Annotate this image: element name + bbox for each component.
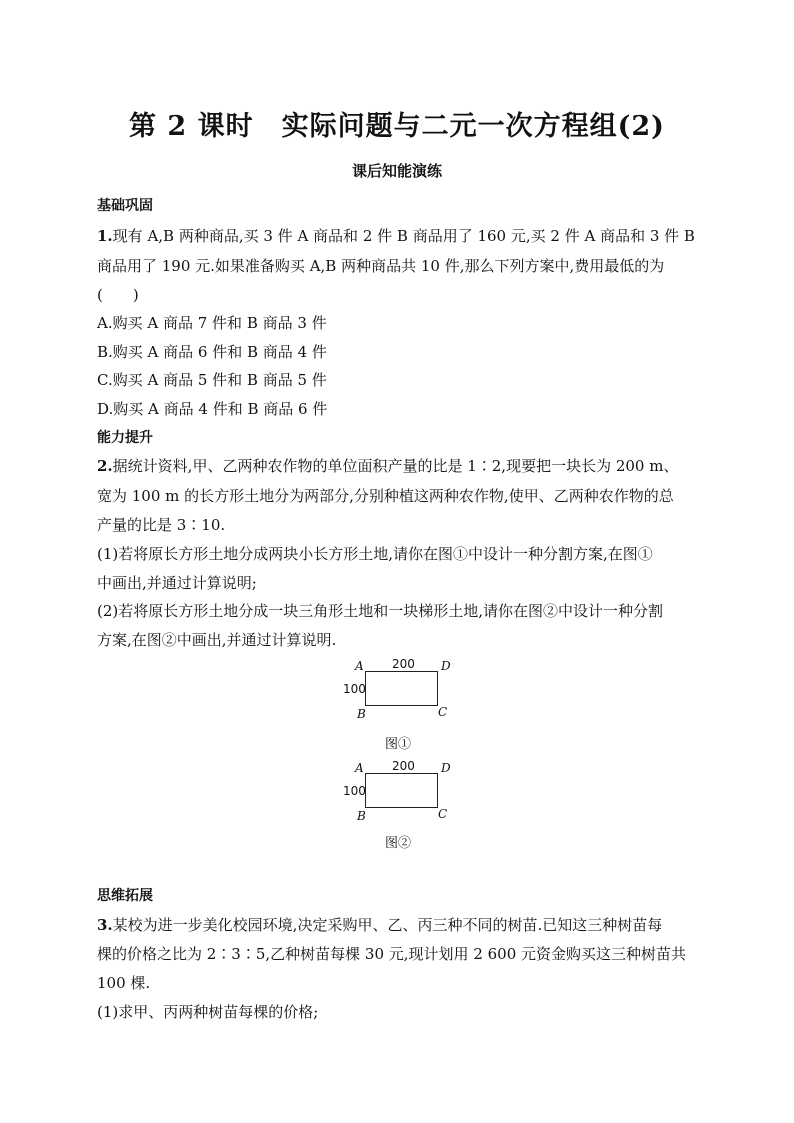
figure-1-side-length: 100 (343, 682, 366, 696)
section-heading-ability: 能力提升 (97, 430, 153, 446)
question-1-line-1 (97, 226, 695, 246)
question-1-answer-blank: ( ) (97, 286, 139, 304)
figure-2-side-length: 100 (343, 784, 366, 798)
figure-2-vertex-d: D (441, 761, 451, 775)
question-1-option-b: B.购买 A 商品 6 件和 B 商品 4 件 (97, 343, 327, 361)
page-subtitle: 课后知能演练 (351, 162, 442, 180)
question-3-line-2: 棵的价格之比为 2∶3∶5,乙种树苗每棵 30 元,现计划用 2 600 元资金购买这三种树苗共 (97, 945, 687, 963)
question-2-part-1-line-2: 中画出,并通过计算说明; (97, 574, 257, 592)
question-2-part-2-line-1: (2)若将原长方形土地分成一块三角形土地和一块梯形土地,请你在图②中设计一种分割 (97, 602, 664, 620)
question-1-number: 1. (97, 227, 113, 245)
figure-2-top-length: 200 (392, 759, 415, 773)
question-2-line-2: 宽为 100 m 的长方形土地分为两部分,分别种植这两种农作物,使甲、乙两种农作物的总 (97, 487, 674, 505)
figure-1-vertex-b: B (357, 707, 366, 721)
figure-2 (330, 757, 460, 852)
figure-1-vertex-c: C (438, 705, 448, 719)
figure-2-rectangle (365, 773, 438, 808)
figure-1-rectangle (365, 671, 438, 706)
section-heading-basic: 基础巩固 (97, 198, 153, 214)
page-title: 第 2 课时 实际问题与二元一次方程组(2) (129, 111, 665, 142)
question-3-number: 3. (97, 916, 113, 934)
question-2-part-1-line-1: (1)若将原长方形土地分成两块小长方形土地,请你在图①中设计一种分割方案,在图① (97, 545, 653, 563)
figure-2-vertex-b: B (357, 809, 366, 823)
question-2-line-3: 产量的比是 3∶10. (97, 516, 226, 534)
question-1-option-a: A.购买 A 商品 7 件和 B 商品 3 件 (97, 314, 327, 332)
figure-1-vertex-d: D (441, 659, 451, 673)
figure-2-vertex-a: A (355, 761, 364, 775)
figure-2-caption: 图② (384, 836, 411, 851)
section-heading-thinking: 思维拓展 (97, 888, 153, 904)
figure-1 (330, 655, 460, 750)
question-2-line-1 (97, 456, 678, 476)
question-3-text: 某校为进一步美化校园环境,决定采购甲、乙、丙三种不同的树苗.已知这三种树苗每 (112, 916, 663, 934)
question-1-line-2: 商品用了 190 元.如果准备购买 A,B 两种商品共 10 件,那么下列方案中,费用最低的为 (97, 257, 665, 275)
figure-2-vertex-c: C (438, 807, 448, 821)
question-3-part-1: (1)求甲、丙两种树苗每棵的价格; (97, 1003, 319, 1021)
question-1-text: 现有 A,B 两种商品,买 3 件 A 商品和 2 件 B 商品用了 160 元,买 2 件 A 商品和 3 件 B (112, 227, 695, 245)
figure-1-top-length: 200 (392, 657, 415, 671)
question-3-line-3: 100 棵. (97, 974, 151, 992)
question-3-line-1 (97, 915, 662, 935)
question-2-number: 2. (97, 457, 113, 475)
figure-1-caption: 图① (384, 737, 411, 752)
figure-1-vertex-a: A (355, 659, 364, 673)
question-1-option-d: D.购买 A 商品 4 件和 B 商品 6 件 (97, 400, 328, 418)
question-2-part-2-line-2: 方案,在图②中画出,并通过计算说明. (97, 631, 337, 649)
question-2-text: 据统计资料,甲、乙两种农作物的单位面积产量的比是 1∶2,现要把一块长为 200 m、 (112, 457, 679, 475)
question-1-option-c: C.购买 A 商品 5 件和 B 商品 5 件 (97, 371, 327, 389)
